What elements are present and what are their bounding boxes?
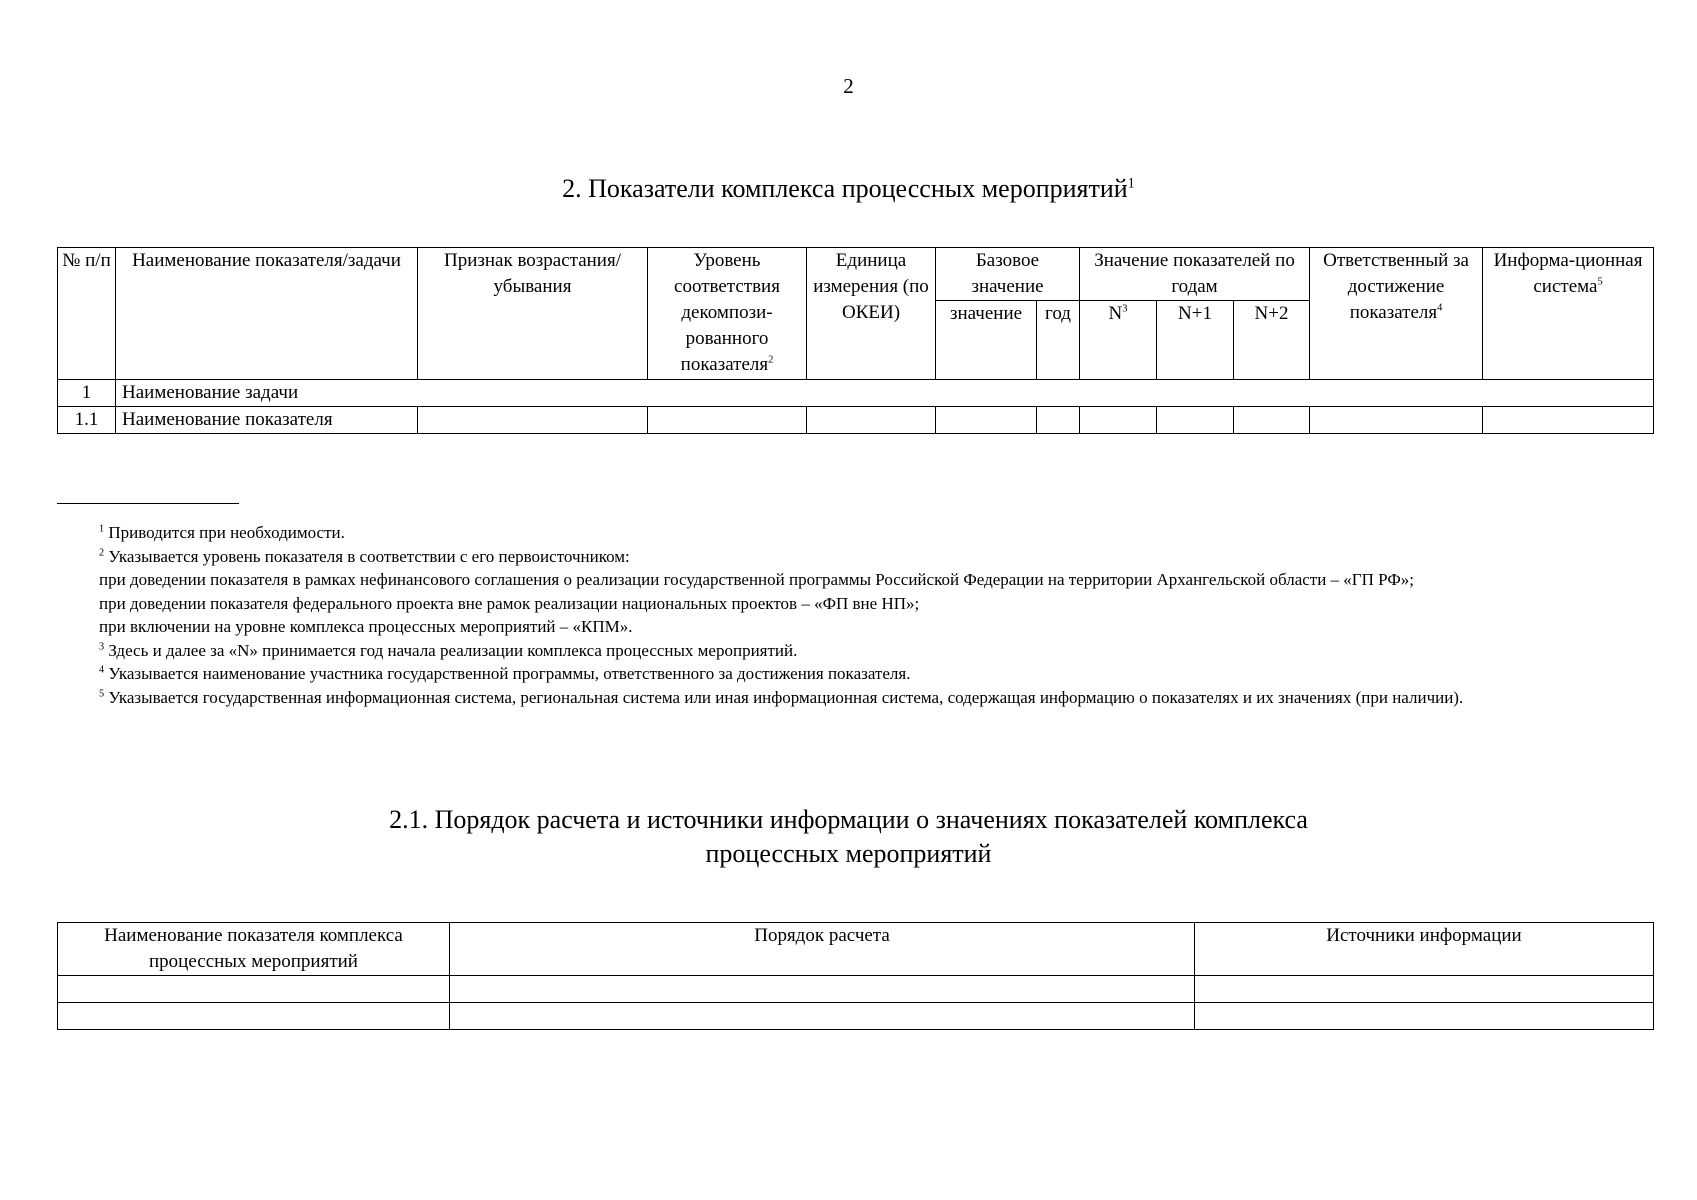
header-responsible <box>1310 248 1483 380</box>
footnote-text: Приводится при необходимости. <box>108 523 345 542</box>
header-information-sources: Источники информации <box>1195 923 1654 976</box>
header-calculation-order: Порядок расчета <box>450 923 1195 976</box>
header-year-n <box>1080 301 1157 380</box>
empty-cell <box>1080 407 1157 434</box>
table-row <box>58 1003 1654 1030</box>
subsection-title-line: 2.1. Порядок расчета и источники информации о значениях показателей комплекса <box>389 805 1308 834</box>
footnote-text: при доведении показателя федерального проекта вне рамок реализации национальных проектов – «ФП вне НП»; <box>99 593 920 613</box>
empty-cell <box>936 407 1037 434</box>
footnote-ref: 1 <box>1127 175 1135 192</box>
footnote-text: Здесь и далее за «N» принимается год начала реализации комплекса процессных мероприятий. <box>108 640 798 660</box>
footnote <box>57 521 1653 545</box>
table-row <box>58 976 1654 1003</box>
header-name: Наименование показателя/задачи <box>116 248 418 380</box>
footnote <box>57 662 1653 686</box>
footnote <box>57 545 1653 569</box>
empty-cell <box>58 1003 450 1030</box>
subsection-title-line: процессных мероприятий <box>705 839 992 868</box>
empty-cell <box>450 976 1195 1003</box>
empty-cell <box>1195 976 1654 1003</box>
header-base-value: Базовое значение <box>936 248 1080 301</box>
footnote-number: 1 <box>99 523 105 535</box>
empty-cell <box>648 407 807 434</box>
empty-cell <box>1037 407 1080 434</box>
header-level <box>648 248 807 380</box>
header-values-by-year: Значение показателей по годам <box>1080 248 1310 301</box>
header-number: № п/п <box>58 248 116 380</box>
empty-cell <box>1234 407 1310 434</box>
row-number: 1.1 <box>58 407 116 434</box>
header-indicator-name: Наименование показателя комплекса процессных мероприятий <box>58 923 450 976</box>
section-title-text: 2. Показатели комплекса процессных мероприятий <box>562 174 1128 203</box>
table-row-task <box>58 380 1654 407</box>
footnote-text: при доведении показателя в рамках нефинансового соглашения о реализации государственной программы Российской Федерации на территории Архангельской области – «ГП РФ»; <box>99 570 1414 589</box>
row-number: 1 <box>58 380 116 407</box>
header-base-value-value: значение <box>936 301 1037 380</box>
calculation-table <box>57 922 1654 1030</box>
footnote-text: Указывается государственная информационная система, региональная система или иная информационная система, содержащая информацию о показателях и их значениях (при наличии). <box>108 687 1464 707</box>
footnote-continuation <box>57 568 1653 592</box>
empty-cell <box>807 407 936 434</box>
indicators-table <box>57 247 1654 434</box>
footnote-separator <box>57 503 239 504</box>
header-trend-sign: Признак возрастания/ убывания <box>418 248 648 380</box>
header-year-n1: N+1 <box>1157 301 1234 380</box>
footnote-text: Указывается уровень показателя в соответствии с его первоисточником: <box>108 546 630 566</box>
header-base-value-year: год <box>1037 301 1080 380</box>
footnote-number: 2 <box>99 546 105 558</box>
footnote-text: Указывается наименование участника государственной программы, ответственного за достижения показателя. <box>108 664 911 683</box>
task-name-cell: Наименование задачи <box>116 380 1654 407</box>
header-info-system-text: Информа-ционная система <box>1493 250 1643 297</box>
table-row-indicator <box>58 407 1654 434</box>
footnote-ref: 2 <box>768 354 774 366</box>
indicator-name-cell: Наименование показателя <box>116 407 418 434</box>
footnote-number: 4 <box>99 664 105 676</box>
footnote-continuation <box>57 615 1653 639</box>
empty-cell <box>1310 407 1483 434</box>
header-level-text: Уровень соответствия декомпози-рованного показателя <box>674 250 780 375</box>
empty-cell <box>1195 1003 1654 1030</box>
footnote-text: при включении на уровне комплекса процессных мероприятий – «КПМ». <box>99 617 633 636</box>
footnote <box>57 639 1653 663</box>
footnote-ref: 4 <box>1437 302 1443 314</box>
footnote-number: 3 <box>99 640 105 652</box>
header-info-system <box>1483 248 1654 380</box>
footnote <box>57 686 1653 710</box>
subsection-title <box>0 803 1697 871</box>
header-unit: Единица измерения (по ОКЕИ) <box>807 248 936 380</box>
footnotes <box>57 521 1653 709</box>
footnote-continuation <box>57 592 1653 616</box>
empty-cell <box>418 407 648 434</box>
header-year-n-text: N <box>1108 303 1123 324</box>
section-title <box>0 174 1697 204</box>
header-responsible-text: Ответственный за достижение показателя <box>1323 250 1469 323</box>
empty-cell <box>450 1003 1195 1030</box>
footnote-number: 5 <box>99 687 105 699</box>
footnote-ref: 3 <box>1122 303 1128 315</box>
empty-cell <box>58 976 450 1003</box>
page-number: 2 <box>843 74 854 98</box>
empty-cell <box>1483 407 1654 434</box>
header-year-n2: N+2 <box>1234 301 1310 380</box>
footnote-ref: 5 <box>1597 276 1603 288</box>
empty-cell <box>1157 407 1234 434</box>
